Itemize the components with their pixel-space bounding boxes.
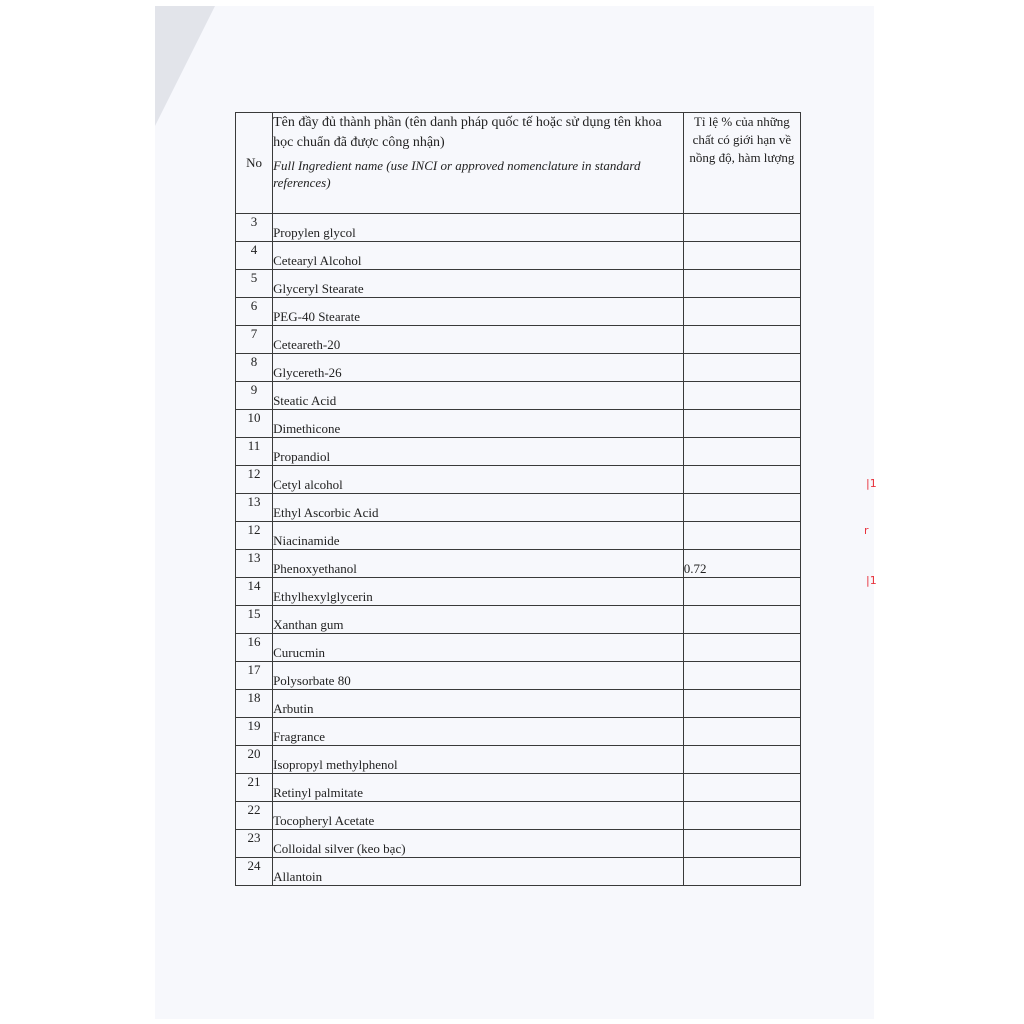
ingredient-percentage [683,690,800,718]
row-number: 20 [236,746,273,774]
header-name-english: Full Ingredient name (use INCI or approved nomenclature in standard references) [273,158,641,190]
table-row [236,326,801,354]
ingredient-percentage [683,746,800,774]
table-row [236,802,801,830]
stamp-fragment: |1 [866,574,877,587]
row-number: 11 [236,438,273,466]
ingredient-percentage [683,662,800,690]
ingredient-percentage [683,802,800,830]
table-row [236,382,801,410]
ingredient-name: PEG-40 Stearate [273,298,684,326]
ingredient-percentage [683,270,800,298]
ingredient-name: Phenoxyethanol [273,550,684,578]
table-row [236,438,801,466]
row-number: 13 [236,494,273,522]
table-row [236,606,801,634]
header-no: No [236,113,273,214]
ingredient-percentage [683,438,800,466]
ingredient-name: Ethyl Ascorbic Acid [273,494,684,522]
ingredient-percentage [683,634,800,662]
ingredient-percentage [683,578,800,606]
ingredient-name: Curucmin [273,634,684,662]
table-row [236,466,801,494]
table-body [236,214,801,886]
page-fold [155,6,215,126]
ingredient-name: Glycereth-26 [273,354,684,382]
row-number: 18 [236,690,273,718]
ingredient-name: Dimethicone [273,410,684,438]
ingredient-name: Glyceryl Stearate [273,270,684,298]
header-percentage: Tỉ lệ % của những chất có giới hạn về nồng độ, hàm lượng [683,113,800,214]
table-row [236,774,801,802]
table-row [236,270,801,298]
ingredient-name: Tocopheryl Acetate [273,802,684,830]
row-number: 6 [236,298,273,326]
ingredient-percentage [683,298,800,326]
row-number: 16 [236,634,273,662]
ingredient-name: Cetyl alcohol [273,466,684,494]
row-number: 23 [236,830,273,858]
stamp-fragment: r [864,524,869,537]
ingredient-name: Fragrance [273,718,684,746]
row-number: 15 [236,606,273,634]
ingredient-percentage [683,494,800,522]
ingredient-name: Retinyl palmitate [273,774,684,802]
ingredient-name: Xanthan gum [273,606,684,634]
ingredient-percentage [683,326,800,354]
ingredient-name: Colloidal silver (keo bạc) [273,830,684,858]
row-number: 12 [236,466,273,494]
table-row [236,746,801,774]
table-row [236,718,801,746]
ingredient-percentage [683,410,800,438]
ingredient-percentage [683,382,800,410]
ingredient-percentage [683,774,800,802]
table-row [236,298,801,326]
table-row [236,634,801,662]
ingredient-name: Ceteareth-20 [273,326,684,354]
ingredient-name: Ethylhexylglycerin [273,578,684,606]
ingredient-name: Isopropyl methylphenol [273,746,684,774]
table-row [236,410,801,438]
row-number: 9 [236,382,273,410]
ingredient-percentage [683,522,800,550]
row-number: 22 [236,802,273,830]
table-row [236,830,801,858]
ingredient-name: Niacinamide [273,522,684,550]
table-row [236,214,801,242]
row-number: 19 [236,718,273,746]
ingredient-percentage: 0.72 [683,550,800,578]
ingredient-name: Propandiol [273,438,684,466]
row-number: 13 [236,550,273,578]
row-number: 8 [236,354,273,382]
table-row [236,578,801,606]
table-row [236,858,801,886]
ingredient-percentage [683,858,800,886]
ingredient-name: Cetearyl Alcohol [273,242,684,270]
ingredient-percentage [683,830,800,858]
ingredient-percentage [683,242,800,270]
row-number: 4 [236,242,273,270]
row-number: 21 [236,774,273,802]
table-row [236,354,801,382]
ingredient-name: Allantoin [273,858,684,886]
table-row [236,494,801,522]
ingredient-name: Steatic Acid [273,382,684,410]
row-number: 17 [236,662,273,690]
ingredient-name: Arbutin [273,690,684,718]
row-number: 24 [236,858,273,886]
ingredient-percentage [683,214,800,242]
table-row [236,522,801,550]
row-number: 12 [236,522,273,550]
row-number: 3 [236,214,273,242]
header-ingredient-name [273,113,684,214]
ingredient-table [235,112,801,886]
ingredient-percentage [683,606,800,634]
header-name-vietnamese: Tên đầy đủ thành phần (tên danh pháp quốc tế hoặc sử dụng tên khoa học chuẩn đã được công nhận) [273,115,662,150]
stamp-fragment: |1 [866,477,877,490]
row-number: 7 [236,326,273,354]
table-row [236,242,801,270]
table-row [236,690,801,718]
ingredient-name: Propylen glycol [273,214,684,242]
row-number: 10 [236,410,273,438]
table-header-row [236,113,801,214]
table-row [236,662,801,690]
row-number: 14 [236,578,273,606]
ingredient-percentage [683,354,800,382]
ingredient-percentage [683,718,800,746]
table-row [236,550,801,578]
row-number: 5 [236,270,273,298]
ingredient-name: Polysorbate 80 [273,662,684,690]
ingredient-percentage [683,466,800,494]
